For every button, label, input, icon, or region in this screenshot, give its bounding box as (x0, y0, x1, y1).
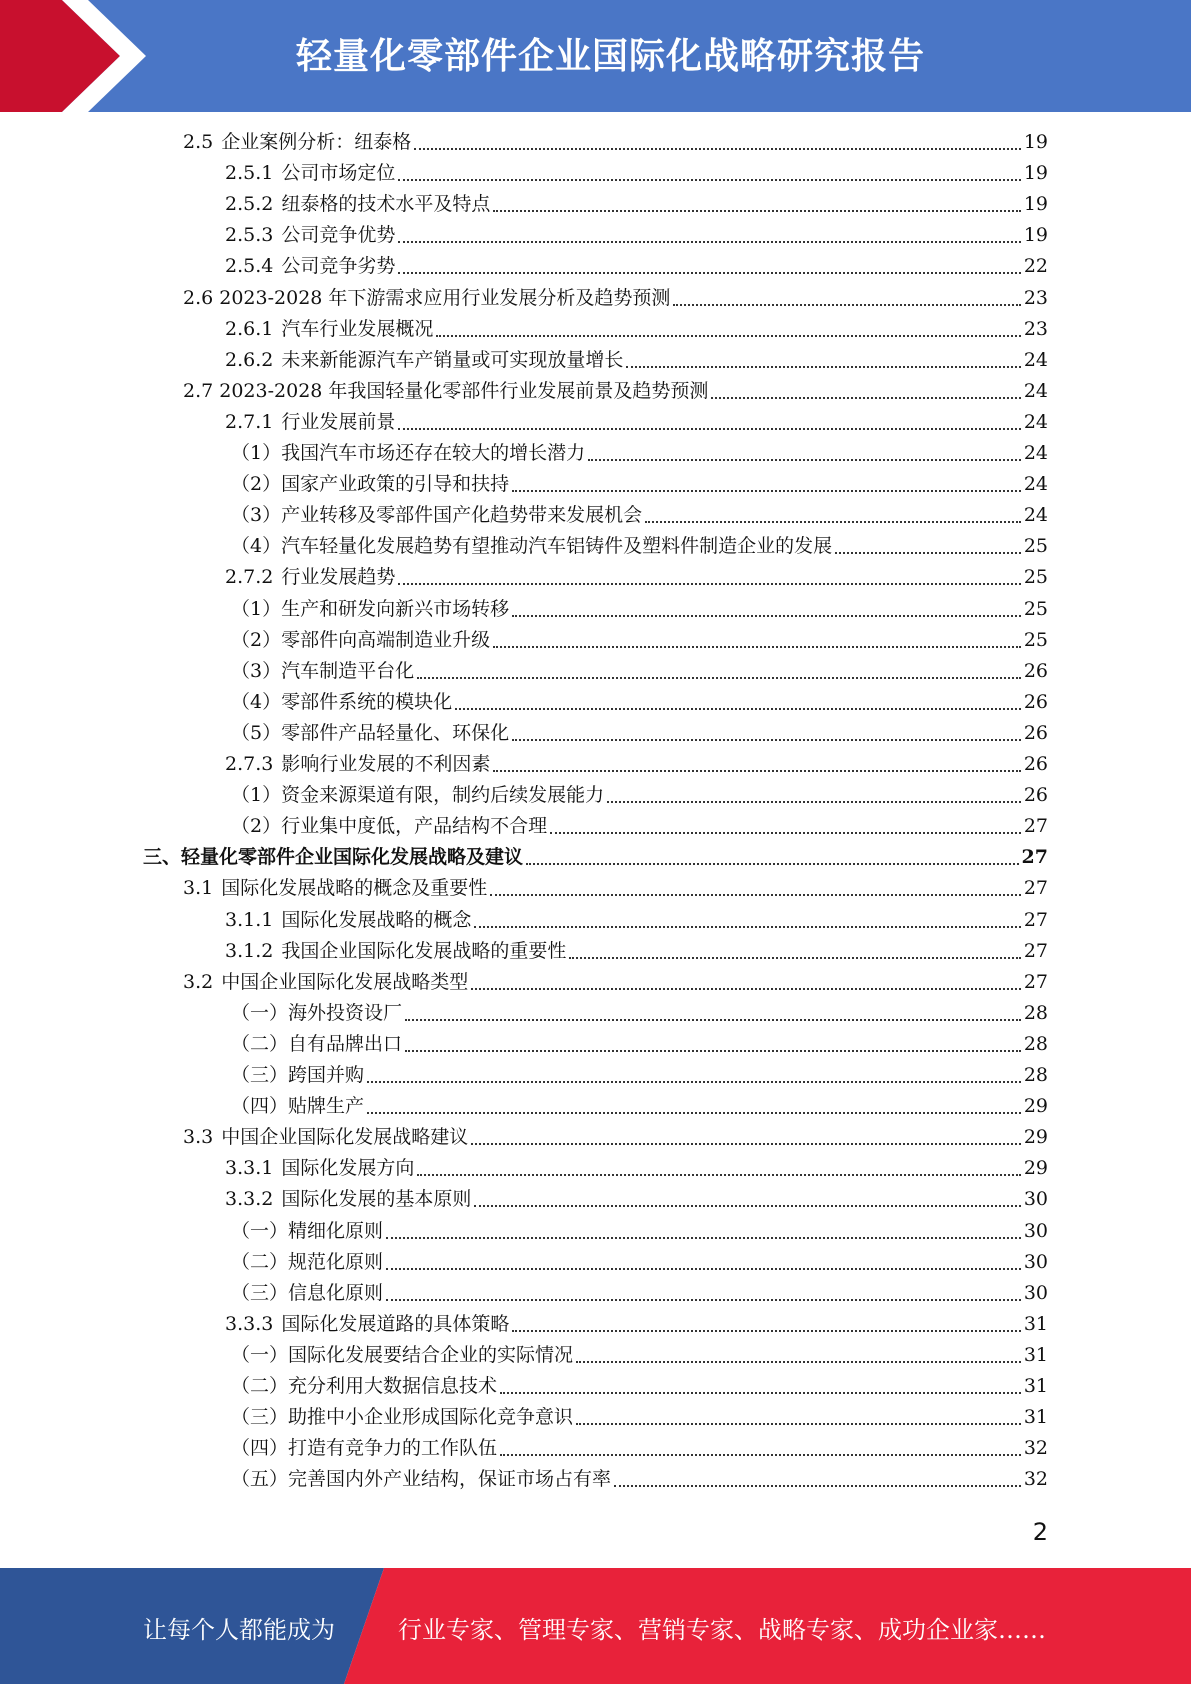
toc-entry[interactable] (231, 594, 1048, 625)
toc-entry-page: 26 (1023, 721, 1048, 744)
toc-entry-page: 23 (1023, 286, 1048, 309)
toc-entry-title: 国际化发展道路的具体策略 (281, 1312, 510, 1335)
toc-entry-page: 29 (1023, 1126, 1048, 1149)
toc-entry-page: 24 (1023, 379, 1048, 402)
report-title: 轻量化零部件企业国际化战略研究报告 (296, 36, 926, 77)
toc-dot-leader (367, 1081, 1021, 1083)
toc-entry[interactable] (231, 500, 1048, 531)
toc-entry-page: 19 (1023, 131, 1048, 153)
toc-entry-title: （1）资金来源渠道有限，制约后续发展能力 (231, 784, 605, 807)
toc-dot-leader (417, 677, 1021, 679)
toc-entry-title: （三）信息化原则 (231, 1281, 384, 1304)
toc-entry-page: 24 (1023, 348, 1048, 371)
toc-entry-page: 31 (1023, 1406, 1048, 1429)
toc-entry-page: 30 (1023, 1188, 1048, 1211)
toc-entry[interactable] (231, 811, 1048, 842)
toc-entry-number: 3.3.2 (225, 1188, 274, 1211)
toc-entry-page: 24 (1023, 504, 1048, 527)
toc-entry-title: （3）产业转移及零部件国产化趋势带来发展机会 (231, 504, 643, 527)
toc-entry[interactable] (225, 905, 1048, 936)
toc-dot-leader (550, 832, 1021, 834)
page-number: 2 (1032, 1518, 1048, 1546)
toc-entry-page: 19 (1023, 224, 1048, 247)
toc-entry-page: 28 (1023, 1001, 1048, 1024)
toc-dot-leader (398, 179, 1020, 181)
toc-dot-leader (417, 1174, 1020, 1176)
toc-entry[interactable] (231, 1340, 1048, 1371)
toc-entry-page: 30 (1023, 1219, 1048, 1242)
toc-entry-number: 2.6.2 (225, 348, 274, 371)
toc-entry[interactable] (231, 1029, 1048, 1060)
toc-entry[interactable] (225, 251, 1048, 282)
toc-entry-title: 未来新能源汽车产销量或可实现放量增长 (281, 348, 624, 371)
toc-entry-page: 25 (1023, 597, 1048, 620)
toc-entry-number: 3.1 (183, 877, 214, 900)
toc-entry-title: （2）国家产业政策的引导和扶持 (231, 473, 510, 496)
toc-dot-leader (626, 366, 1020, 368)
toc-entry[interactable] (231, 998, 1048, 1029)
toc-entry[interactable] (225, 936, 1048, 967)
toc-entry-title: 国际化发展战略的概念及重要性 (221, 877, 488, 900)
toc-entry-page: 24 (1023, 442, 1048, 464)
toc-entry-title: （4）汽车轻量化发展趋势有望推动汽车铝铸件及塑料件制造企业的发展 (231, 535, 833, 558)
toc-entry-page: 27 (1021, 846, 1048, 869)
toc-entry-number: 2.7.1 (225, 410, 274, 433)
toc-entry[interactable] (231, 531, 1048, 562)
toc-entry-page: 27 (1023, 908, 1048, 931)
footer-slogan-right: 行业专家、管理专家、营销专家、战略专家、成功企业家…… (398, 1616, 1046, 1644)
toc-entry-page: 26 (1023, 753, 1048, 775)
toc-entry-page: 25 (1023, 566, 1048, 589)
toc-dot-leader (512, 490, 1021, 492)
toc-entry[interactable] (183, 283, 1048, 314)
toc-dot-leader (493, 646, 1021, 648)
toc-entry-number: 3.2 (183, 970, 214, 993)
toc-entry-title: （4）零部件系统的模块化 (231, 690, 453, 713)
toc-dot-leader (398, 583, 1020, 585)
toc-dot-leader (471, 1143, 1021, 1145)
toc-entry-title: 国际化发展的基本原则 (281, 1188, 472, 1211)
toc-entry-title: 2.7 2023-2028 年我国轻量化零部件行业发展前景及趋势预测 (183, 379, 709, 402)
toc-dot-leader (512, 739, 1021, 741)
toc-entry-page: 25 (1023, 628, 1048, 651)
toc-dot-leader (493, 770, 1020, 772)
toc-entry-page: 29 (1023, 1095, 1048, 1118)
toc-entry-title: （1）我国汽车市场还存在较大的增长潜力 (231, 442, 586, 464)
toc-entry-title: （一）国际化发展要结合企业的实际情况 (231, 1343, 574, 1366)
toc-entry-number: 3.1.2 (225, 939, 274, 962)
toc-entry[interactable] (231, 625, 1048, 656)
toc-entry-title: （五）完善国内外产业结构，保证市场占有率 (231, 1468, 612, 1491)
toc-entry-title: （三）助推中小企业形成国际化竞争意识 (231, 1406, 574, 1429)
toc-dot-leader (436, 335, 1020, 337)
toc-entry-title: 国际化发展方向 (281, 1157, 415, 1180)
toc-entry-number: 2.7.3 (225, 753, 274, 775)
toc-dot-leader (500, 1392, 1021, 1394)
toc-entry-page: 27 (1023, 970, 1048, 993)
toc-entry-page: 31 (1023, 1312, 1048, 1335)
toc-entry[interactable] (225, 749, 1048, 780)
toc-dot-leader (398, 241, 1020, 243)
toc-dot-leader (455, 708, 1021, 710)
toc-entry-title: （2）行业集中度低，产品结构不合理 (231, 815, 548, 838)
toc-dot-leader (576, 1423, 1021, 1425)
toc-entry[interactable] (231, 1216, 1048, 1247)
toc-entry[interactable] (231, 1402, 1048, 1433)
toc-entry-title: （四）贴牌生产 (231, 1095, 365, 1118)
toc-entry[interactable] (143, 842, 1048, 873)
toc-dot-leader (493, 210, 1020, 212)
toc-entry[interactable] (231, 1278, 1048, 1309)
toc-entry-page: 19 (1023, 193, 1048, 216)
toc-entry[interactable] (231, 1464, 1048, 1495)
toc-dot-leader (398, 272, 1020, 274)
toc-entry[interactable] (231, 438, 1048, 469)
toc-entry-title: 中国企业国际化发展战略类型 (221, 970, 469, 993)
toc-dot-leader (835, 552, 1021, 554)
toc-entry-number: 2.5.3 (225, 224, 274, 247)
toc-entry-page: 25 (1023, 535, 1048, 558)
toc-entry-title: （1）生产和研发向新兴市场转移 (231, 597, 510, 620)
toc-entry[interactable] (183, 376, 1048, 407)
toc-entry-title: （二）规范化原则 (231, 1250, 384, 1273)
toc-entry-number: 2.7.2 (225, 566, 274, 589)
toc-entry-page: 27 (1023, 939, 1048, 962)
toc-dot-leader (471, 988, 1021, 990)
toc-entry-title: （二）充分利用大数据信息技术 (231, 1375, 498, 1397)
toc-entry[interactable] (225, 1184, 1048, 1215)
toc-entry-number: 2.5 (183, 131, 214, 153)
toc-entry-title: （3）汽车制造平台化 (231, 659, 415, 682)
page-footer (0, 1568, 1191, 1684)
toc-entry[interactable] (231, 1433, 1048, 1464)
toc-entry[interactable] (225, 189, 1048, 220)
toc-dot-leader (512, 615, 1021, 617)
toc-entry-page: 31 (1023, 1375, 1048, 1397)
toc-dot-leader (711, 397, 1020, 399)
toc-entry-title: 2.6 2023-2028 年下游需求应用行业发展分析及趋势预测 (183, 286, 671, 309)
toc-entry-title: （一）海外投资设厂 (231, 1001, 403, 1024)
toc-dot-leader (673, 304, 1020, 306)
toc-entry-page: 26 (1023, 659, 1048, 682)
toc-entry-number: 2.5.1 (225, 162, 274, 185)
toc-entry-title: 三、轻量化零部件企业国际化发展战略及建议 (143, 846, 524, 869)
toc-entry[interactable] (225, 158, 1048, 189)
toc-entry-number: 3.3.1 (225, 1157, 274, 1180)
toc-entry-page: 24 (1023, 410, 1048, 433)
toc-dot-leader (569, 957, 1020, 959)
toc-entry-title: 我国企业国际化发展战略的重要性 (281, 939, 567, 962)
toc-entry[interactable] (225, 220, 1048, 251)
toc-entry-number: 2.6.1 (225, 317, 274, 340)
toc-entry-title: 中国企业国际化发展战略建议 (221, 1126, 469, 1149)
toc-entry[interactable] (225, 1309, 1048, 1340)
toc-dot-leader (474, 1205, 1020, 1207)
toc-entry-title: 公司市场定位 (281, 162, 396, 185)
footer-slogan-left: 让每个人都能成为 (143, 1616, 335, 1644)
toc-entry-page: 29 (1023, 1157, 1048, 1180)
toc-entry-page: 24 (1023, 473, 1048, 496)
toc-entry-page: 30 (1023, 1281, 1048, 1304)
toc-entry[interactable] (231, 469, 1048, 500)
toc-dot-leader (512, 1330, 1020, 1332)
toc-dot-leader (398, 428, 1020, 430)
toc-entry[interactable] (183, 967, 1048, 998)
toc-entry-page: 32 (1023, 1437, 1048, 1460)
toc-entry-title: （三）跨国并购 (231, 1064, 365, 1086)
toc-dot-leader (614, 1485, 1021, 1487)
toc-entry[interactable] (225, 562, 1048, 593)
toc-entry-title: （一）精细化原则 (231, 1219, 384, 1242)
toc-entry-title: （四）打造有竞争力的工作队伍 (231, 1437, 498, 1460)
toc-entry-number: 3.1.1 (225, 908, 274, 931)
toc-entry[interactable] (231, 1060, 1048, 1091)
toc-dot-leader (386, 1299, 1021, 1301)
toc-entry-page: 26 (1023, 784, 1048, 807)
toc-entry[interactable] (183, 127, 1048, 158)
toc-entry-page: 31 (1023, 1343, 1048, 1366)
toc-entry-title: 行业发展前景 (281, 410, 396, 433)
toc-entry-page: 19 (1023, 162, 1048, 185)
toc-entry[interactable] (231, 1371, 1048, 1402)
toc-entry-page: 27 (1023, 877, 1048, 900)
toc-entry[interactable] (183, 1122, 1048, 1153)
toc-entry-title: 影响行业发展的不利因素 (281, 753, 491, 775)
toc-entry-title: 公司竞争优势 (281, 224, 396, 247)
toc-dot-leader (500, 1454, 1021, 1456)
toc-entry-title: （5）零部件产品轻量化、环保化 (231, 721, 510, 744)
toc-entry-title: 汽车行业发展概况 (281, 317, 434, 340)
toc-entry-title: 行业发展趋势 (281, 566, 396, 589)
toc-dot-leader (405, 1019, 1021, 1021)
toc-dot-leader (414, 148, 1021, 150)
toc-dot-leader (588, 459, 1021, 461)
toc-entry-number: 2.5.2 (225, 193, 274, 216)
toc-entry-page: 26 (1023, 690, 1048, 713)
toc-entry-page: 28 (1023, 1064, 1048, 1086)
toc-entry[interactable] (225, 314, 1048, 345)
toc-entry-page: 28 (1023, 1032, 1048, 1055)
toc-dot-leader (645, 521, 1021, 523)
toc-dot-leader (474, 926, 1020, 928)
toc-entry[interactable] (231, 1091, 1048, 1122)
toc-entry-number: 2.5.4 (225, 255, 274, 278)
toc-entry[interactable] (231, 687, 1048, 718)
toc-entry-page: 32 (1023, 1468, 1048, 1491)
toc-entry[interactable] (225, 407, 1048, 438)
toc-dot-leader (607, 801, 1021, 803)
toc-dot-leader (386, 1237, 1021, 1239)
toc-entry[interactable] (231, 780, 1048, 811)
toc-entry[interactable] (225, 345, 1048, 376)
toc-dot-leader (367, 1112, 1021, 1114)
toc-dot-leader (576, 1361, 1021, 1363)
toc-dot-leader (490, 894, 1021, 896)
toc-entry-title: 企业案例分析：纽泰格 (221, 131, 412, 153)
toc-entry-title: （2）零部件向高端制造业升级 (231, 628, 491, 651)
toc-entry[interactable] (231, 656, 1048, 687)
toc-entry-page: 27 (1023, 815, 1048, 838)
toc-entry[interactable] (231, 718, 1048, 749)
toc-entry-title: 纽泰格的技术水平及特点 (281, 193, 491, 216)
toc-entry-page: 22 (1023, 255, 1048, 278)
toc-dot-leader (386, 1268, 1021, 1270)
toc-entry-title: （二）自有品牌出口 (231, 1032, 403, 1055)
toc-dot-leader (405, 1050, 1021, 1052)
toc-entry-page: 23 (1023, 317, 1048, 340)
toc-entry[interactable] (231, 1247, 1048, 1278)
toc-entry-number: 3.3 (183, 1126, 214, 1149)
toc-entry[interactable] (225, 1153, 1048, 1184)
toc-entry-page: 30 (1023, 1250, 1048, 1273)
toc-entry[interactable] (183, 873, 1048, 904)
toc-entry-number: 3.3.3 (225, 1312, 274, 1335)
page-header (0, 0, 1191, 112)
toc-dot-leader (526, 863, 1019, 865)
toc-entry-title: 公司竞争劣势 (281, 255, 396, 278)
toc-entry-title: 国际化发展战略的概念 (281, 908, 472, 931)
